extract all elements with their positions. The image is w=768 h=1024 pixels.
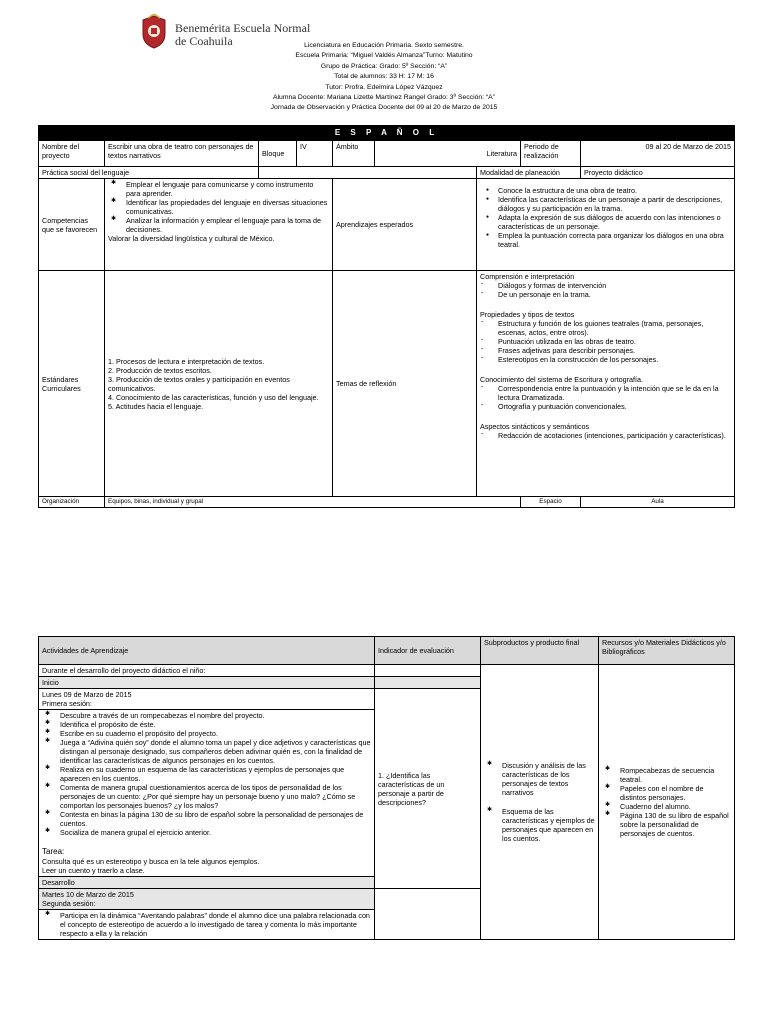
- project-name-label: Nombre del proyecto: [39, 141, 105, 167]
- document-header: [200, 41, 568, 114]
- topic-title: Conocimiento del sistema de Escritura y ortografía.: [480, 375, 643, 384]
- expected-learning-cell: [477, 179, 735, 271]
- topic-group: [480, 375, 731, 411]
- space-value: Aula: [581, 497, 735, 508]
- competency-item: ✱ Identificar las propiedades del lenguaje en diversas situaciones comunicativas.: [108, 198, 329, 216]
- standard-item: 1. Procesos de lectura e interpretación de textos.: [108, 356, 265, 366]
- expected-learning-item: ● Identifica las características de un personaje a partir de descripciones, diálogos y su participación en la trama.: [480, 195, 731, 213]
- topic-group: [480, 422, 731, 440]
- school-name: Benemérita Escuela Normal de Coahuila: [175, 21, 311, 48]
- resource-item: ✱ Cuaderno del alumno.: [602, 802, 731, 811]
- activity-item: ✱ Participa en la dinámica “Aventando palabras” donde el alumno dice una palabra relacionada con el concepto de estereotipo de acuerdo a lo investigado de tarea y comenta lo más importante respecto a ella y la relación: [42, 911, 371, 938]
- topic-title: Comprensión e interpretación: [480, 272, 575, 281]
- standard-item: 2. Producción de textos escritos.: [108, 365, 212, 375]
- session-date: Lunes 09 de Marzo de 2015: [42, 690, 132, 699]
- topic-item: - Estructura y función de los guiones teatrales (trama, personajes, escenas, actos, entre otros).: [480, 319, 731, 337]
- topic-item: - Frases adjetivas para describir personajes.: [480, 346, 731, 355]
- monday-activities: [39, 710, 375, 877]
- organization-value: Equipos, binas, individual y grupal: [105, 497, 521, 508]
- session-label: Segunda sesión:: [42, 899, 96, 908]
- reflection-topics-label: Temas de reflexión: [333, 271, 477, 497]
- topic-item: - Puntuación utilizada en las obras de teatro.: [480, 337, 731, 346]
- header-line: Alumna Docente: Mariana Lizette Martínez Rangel Grado: 3º Sección: “A”: [273, 94, 495, 102]
- header-activities: Actividades de Aprendizaje: [39, 637, 375, 665]
- competencies-cell: [105, 179, 333, 271]
- session-tuesday: [39, 889, 375, 910]
- space-label: Espacio: [521, 497, 581, 508]
- topic-title: Aspectos sintácticos y semánticos: [480, 422, 590, 431]
- activities-table: [38, 636, 735, 940]
- block-value: IV: [297, 141, 333, 167]
- period-label: Periodo de realización: [521, 141, 581, 167]
- empty-cell: [375, 665, 481, 677]
- standard-item: 3. Producción de textos orales y participación en eventos comunicativos.: [108, 374, 290, 393]
- session-monday: [39, 689, 375, 710]
- activity-item: ✱ Descubre a través de un rompecabezas el nombre del proyecto.: [42, 711, 371, 720]
- topic-item: - Redacción de acotaciones (intenciones, participación y características).: [480, 431, 731, 440]
- competencies-label: Competencias que se favorecen: [39, 179, 105, 271]
- subproduct-item: ✱ Esquema de las características y ejemplos de personajes que aparecen en los cuentos.: [484, 807, 595, 843]
- social-practice-value: [259, 167, 477, 179]
- header-subproducts: Subproductos y producto final: [481, 637, 599, 665]
- resource-item: ✱ Página 130 de su libro de español sobre la personalidad de personajes de cuentos.: [602, 811, 731, 838]
- resources-cell: [599, 665, 735, 940]
- standard-item: 4. Conocimiento de las características, función y uso del lenguaje.: [108, 392, 319, 402]
- period-value: 09 al 20 de Marzo de 2015: [581, 141, 735, 167]
- topic-item: - Ortografía y puntuación convencionales.: [480, 402, 731, 411]
- expected-learning-item: ● Adapta la expresión de sus diálogos de acuerdo con las intenciones o características de un personaje.: [480, 213, 731, 231]
- subproducts-cell: [481, 665, 599, 940]
- social-practice-label: Práctica social del lenguaje: [39, 167, 259, 179]
- scope-label: Ámbito: [333, 141, 375, 167]
- topic-item: - Diálogos y formas de intervención: [480, 281, 731, 290]
- standards-cell: [105, 271, 333, 497]
- expected-learning-item: ● Conoce la estructura de una obra de teatro.: [480, 186, 731, 195]
- phase-start: Inicio: [39, 677, 375, 689]
- header-line: Licenciatura en Educación Primaria. Sexto semestre.: [304, 42, 464, 49]
- session-date: Martes 10 de Marzo de 2015: [42, 890, 134, 899]
- activity-item: ✱ Identifica el propósito de éste.: [42, 720, 371, 729]
- during-project-row: Durante el desarrollo del proyecto didáctico el niño:: [39, 665, 375, 677]
- topic-group: [480, 310, 731, 364]
- activity-item: ✱ Realiza en su cuaderno un esquema de las características y ejemplos de personajes que aparecen en los cuentos.: [42, 765, 371, 783]
- homework-label: Tarea:: [42, 847, 65, 856]
- expected-learning-item: ● Emplea la puntuación correcta para organizar los diálogos en una obra teatral.: [480, 231, 731, 249]
- project-name-value: Escribir una obra de teatro con personajes de textos narrativos: [105, 141, 259, 167]
- activity-item: ✱ Socializa de manera grupal el ejercicio anterior.: [42, 828, 371, 837]
- topic-group: [480, 272, 731, 299]
- resource-item: ✱ Rompecabezas de secuencia teatral.: [602, 766, 731, 784]
- phase-development: Desarrollo: [39, 877, 375, 889]
- organization-label: Organización: [39, 497, 105, 508]
- header-line: Grupo de Práctica: Grado: 5º Sección: “A”: [320, 62, 448, 70]
- tuesday-activities: [39, 910, 375, 940]
- indicator-cell: 1. ¿Identifica las características de un personaje a partir de descripciones?: [375, 689, 481, 889]
- modality-label: Modalidad de planeación: [477, 167, 581, 179]
- empty-cell: [375, 889, 481, 940]
- scope-value: Literatura: [375, 141, 521, 167]
- header-resources: Recursos y/o Materiales Didácticos y/o Bibliográficos: [599, 637, 735, 665]
- standard-item: 5. Actitudes hacia el lenguaje.: [108, 401, 204, 411]
- resource-item: ✱ Papeles con el nombre de distintos personajes.: [602, 784, 731, 802]
- activity-item: ✱ Contesta en binas la página 130 de su libro de español sobre la personalidad de personajes de cuentos.: [42, 810, 371, 828]
- reflection-topics-cell: [477, 271, 735, 497]
- activity-item: ✱ Escribe en su cuaderno el propósito del proyecto.: [42, 729, 371, 738]
- activity-item: ✱ Juega a “Adivina quién soy” donde el alumno toma un papel y dice adjetivos y características que distingan al personaje designado, sus compañeros deben adivinar quién es, con la finalidad de identificar las características de algunos personajes en los cuentos.: [42, 738, 371, 765]
- homework-line: Consulta qué es un estereotipo y busca en la tele algunos ejemplos.: [42, 857, 260, 866]
- standards-label: Estándares Curriculares: [39, 271, 105, 497]
- session-label: Primera sesión:: [42, 699, 92, 708]
- subject-banner: E S P A Ñ O L: [39, 126, 735, 141]
- header-line: Total de alumnos: 33 H: 17 M: 16: [334, 73, 434, 81]
- header-indicator: Indicador de evaluación: [375, 637, 481, 665]
- expected-learning-label: Aprendizajes esperados: [333, 179, 477, 271]
- competency-item: ✱ Analizar la información y emplear el lenguaje para la toma de decisiones.: [108, 216, 329, 234]
- topic-item: - Estereotipos en la construcción de los personajes.: [480, 355, 731, 364]
- activity-item: ✱ Comenta de manera grupal cuestionamientos acerca de los tipos de personalidad de los personajes de un cuento: ¿Por qué siempre hay un personaje bueno y uno malo? ¿Cómo se comportan los personajes buenos? ¿y los malos?: [42, 783, 371, 810]
- competency-item: ✱ Emplear el lenguaje para comunicarse y como instrumento para aprender.: [108, 180, 329, 198]
- header-line: Escuela Primaria: “Miguel Valdés Almanza”Turno: Matutino: [295, 52, 473, 60]
- school-seal-logo: [140, 14, 168, 50]
- homework-line: Leer un cuento y traerlo a clase.: [42, 866, 145, 875]
- subproduct-item: ✱ Discusión y análisis de las características de los personajes de textos narrativos: [484, 761, 595, 797]
- header-line: Jornada de Observación y Práctica Docente del 09 al 20 de Marzo de 2015: [270, 104, 498, 112]
- block-label: Bloque: [259, 141, 297, 167]
- topic-item: - De un personaje en la trama.: [480, 290, 731, 299]
- header-line: Tutor: Profra. Edelmira López Vázquez: [325, 83, 443, 91]
- empty-cell: [375, 677, 481, 689]
- planning-table: [38, 125, 735, 508]
- topic-item: - Correspondencia entre la puntuación y la intención que se le da en la lectura Dramatizada.: [480, 384, 731, 402]
- topic-title: Propiedades y tipos de textos: [480, 310, 575, 319]
- competency-extra: Valorar la diversidad lingüística y cultural de México.: [108, 234, 275, 243]
- modality-value: Proyecto didáctico: [581, 167, 735, 179]
